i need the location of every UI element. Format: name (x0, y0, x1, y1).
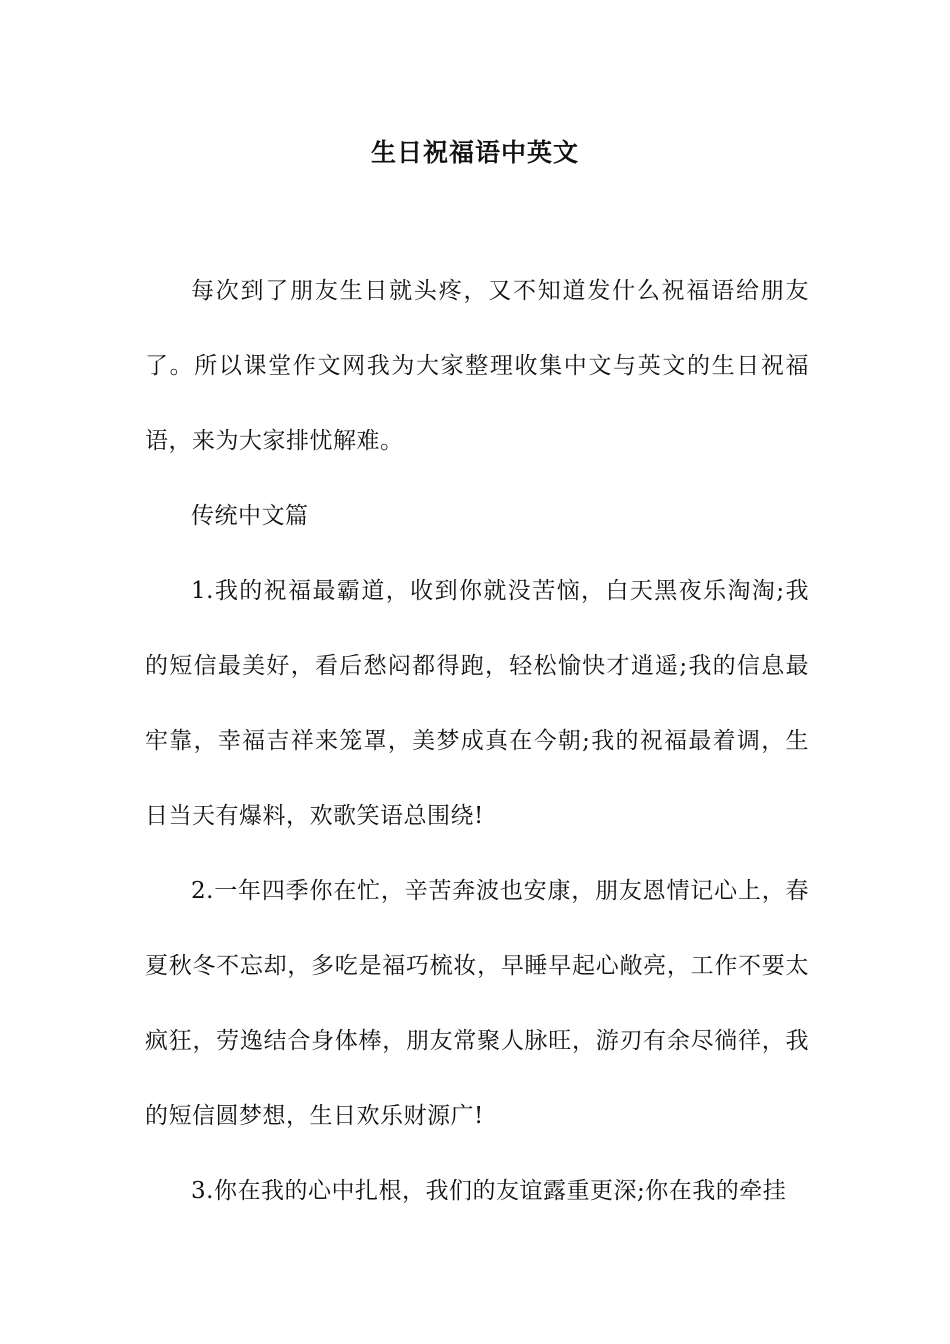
document-body (145, 254, 809, 1229)
wish-paragraph-3: 3.你在我的心中扎根，我们的友谊露重更深;你在我的牵挂 (191, 1178, 787, 1204)
intro-paragraph: 每次到了朋友生日就头疼，又不知道发什么祝福语给朋友了。所以课堂作文网我为大家整理收集中文与英文的生日祝福语，来为大家排忧解难。 (145, 278, 809, 454)
document-title: 生日祝福语中英文 (370, 138, 579, 167)
wish-paragraph-2: 2.一年四季你在忙，辛苦奔波也安康，朋友恩情记心上，春夏秋冬不忘却，多吃是福巧梳妆，早睡早起心敞亮，工作不要太疯狂，劳逸结合身体棒，朋友常聚人脉旺，游刃有余尽徜徉，我的短信圆梦想，生日欢乐财源广! (145, 878, 809, 1129)
section-heading: 传统中文篇 (191, 503, 309, 529)
wish-paragraph-1: 1.我的祝福最霸道，收到你就没苦恼，白天黑夜乐淘淘;我的短信最美好，看后愁闷都得跑，轻松愉快才逍遥;我的信息最牢靠，幸福吉祥来笼罩，美梦成真在今朝;我的祝福最着调，生日当天有爆料，欢歌笑语总围绕! (145, 578, 809, 829)
